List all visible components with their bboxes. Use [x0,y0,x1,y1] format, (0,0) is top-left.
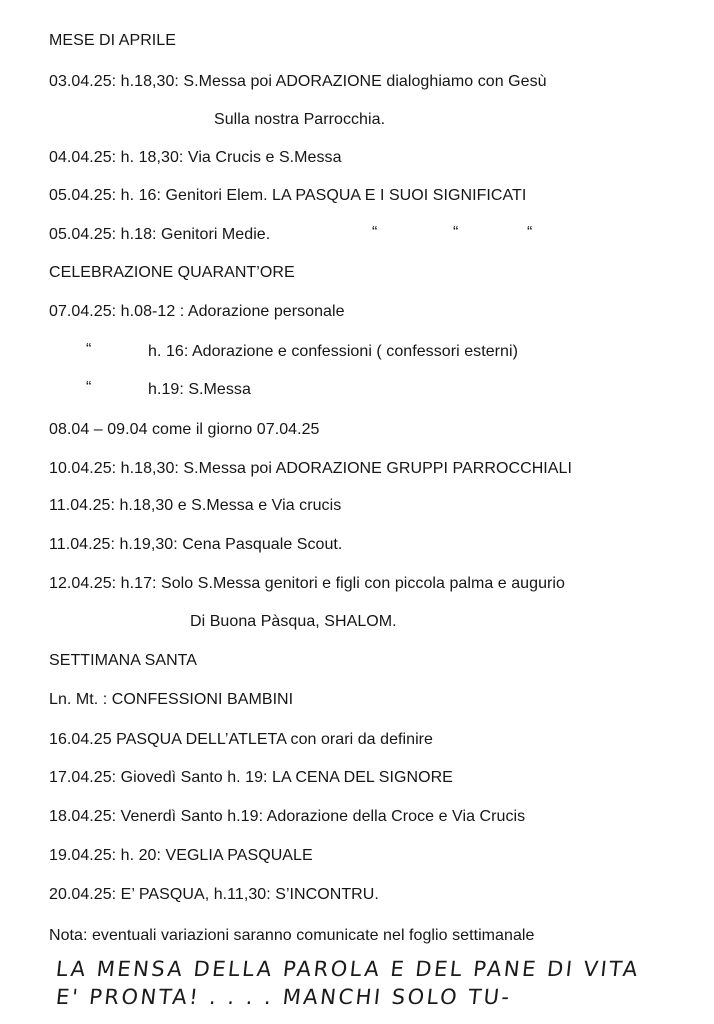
note-text: Nota: eventuali variazioni saranno comunicate nel foglio settimanale [49,927,535,944]
ditto-mark: “ [86,341,92,358]
schedule-line: 10.04.25: h.18,30: S.Messa poi ADORAZIONE GRUPPI PARROCCHIALI [49,460,572,477]
ditto-mark: “ [86,379,92,396]
schedule-line: 20.04.25: E’ PASQUA, h.11,30: S’INCONTRU. [49,886,379,903]
schedule-line: 07.04.25: h.08-12 : Adorazione personale [49,303,345,320]
schedule-line: 16.04.25 PASQUA DELL’ATLETA con orari da definire [49,731,433,748]
schedule-line: 03.04.25: h.18,30: S.Messa poi ADORAZIONE dialoghiamo con Gesù [49,73,547,90]
schedule-line: 05.04.25: h.18: Genitori Medie. [49,226,271,243]
schedule-line: 19.04.25: h. 20: VEGLIA PASQUALE [49,847,313,864]
schedule-line-continuation: Di Buona Pàsqua, SHALOM. [190,613,397,630]
ditto-mark: “ [372,224,378,241]
schedule-line-continuation: Sulla nostra Parrocchia. [214,111,386,128]
ditto-mark: “ [527,224,533,241]
schedule-line: h. 16: Adorazione e confessioni ( confessori esterni) [148,343,518,360]
schedule-line: 05.04.25: h. 16: Genitori Elem. LA PASQUA E I SUOI SIGNIFICATI [49,187,527,204]
schedule-line: h.19: S.Messa [148,381,251,398]
schedule-line: 12.04.25: h.17: Solo S.Messa genitori e figli con piccola palma e augurio [49,575,565,592]
month-heading: MESE DI APRILE [49,32,176,49]
schedule-line: 11.04.25: h.19,30: Cena Pasquale Scout. [49,536,343,553]
schedule-line: 17.04.25: Giovedì Santo h. 19: LA CENA DEL SIGNORE [49,769,453,786]
handwritten-line: E' PRONTA! . . . . MANCHI SOLO TU- [54,985,513,1009]
schedule-line: 18.04.25: Venerdì Santo h.19: Adorazione della Croce e Via Crucis [49,808,526,825]
ditto-mark: “ [453,224,459,241]
section-heading: SETTIMANA SANTA [49,652,198,669]
schedule-line: 08.04 – 09.04 come il giorno 07.04.25 [49,421,320,438]
section-heading: CELEBRAZIONE QUARANT’ORE [49,264,295,281]
handwritten-line: LA MENSA DELLA PAROLA E DEL PANE DI VITA [54,957,641,981]
schedule-line: Ln. Mt. : CONFESSIONI BAMBINI [49,691,294,708]
schedule-line: 11.04.25: h.18,30 e S.Messa e Via crucis [49,497,342,514]
schedule-line: 04.04.25: h. 18,30: Via Crucis e S.Messa [49,149,342,166]
